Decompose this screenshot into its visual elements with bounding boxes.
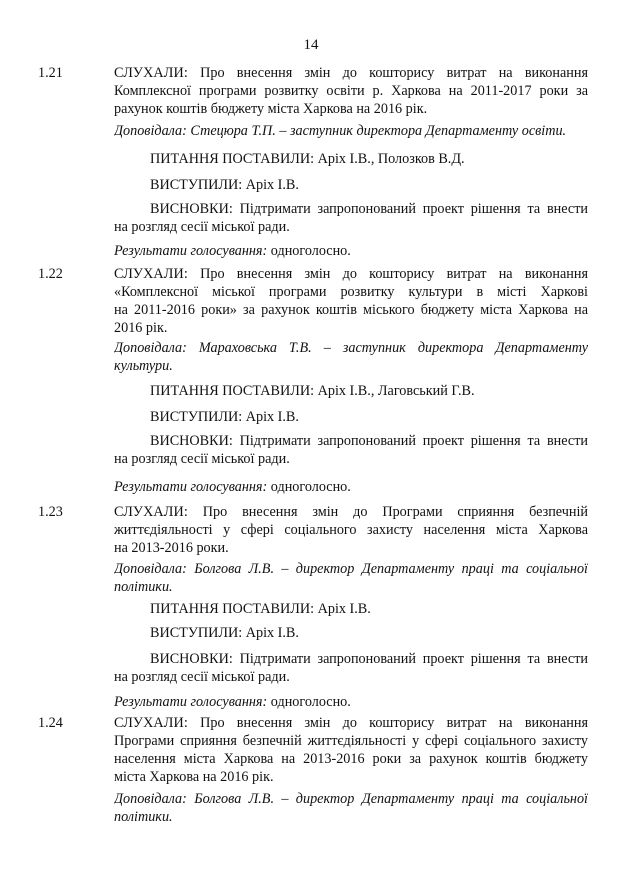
heard-text: Про внесення змін до Програми сприяння безпечній [202,504,588,520]
reporter-paragraph [114,122,588,140]
spoke-text: Аріх І.В. [245,625,299,641]
heard-line: Комплексної програми розвитку освіти р. Харкова на 2011-2017 роки за [114,83,588,99]
heard-line [114,64,588,82]
conclusions-text: Підтримати запропонований проект рішення та внести [239,201,588,217]
questions-label: ПИТАННЯ ПОСТАВИЛИ: [150,601,315,617]
conclusions-line [114,650,588,668]
heard-line: на 2011-2016 роки» за рахунок коштів міського бюджету міста Харкова на [114,302,588,318]
spoke-text: Аріх І.В. [245,409,299,425]
page-number: 14 [303,37,319,53]
heard-line [114,503,588,521]
spoke-paragraph [114,408,588,426]
reporter-line: культури. [114,358,173,374]
voting-text: одноголосно. [270,243,351,259]
item-number: 1.23 [38,504,63,520]
voting-paragraph [114,693,588,711]
heard-paragraph [114,265,588,337]
spoke-paragraph [114,624,588,642]
questions-label: ПИТАННЯ ПОСТАВИЛИ: [150,383,315,399]
reporter-line: Доповідала: Мараховська Т.В. – заступник директора Департаменту [114,340,588,356]
heard-text: Про внесення змін до кошторису витрат на виконання [200,65,588,81]
heard-label: СЛУХАЛИ: [114,715,188,731]
questions-paragraph [114,600,588,618]
heard-text: Про внесення змін до кошторису витрат на виконання [200,715,588,731]
reporter-line: Доповідала: Болгова Л.В. – директор Департаменту праці та соціальної [114,561,588,577]
heard-line: на 2013-2016 роки. [114,540,229,556]
voting-label: Результати голосування: [114,694,268,710]
reporter-paragraph [114,339,588,375]
heard-label: СЛУХАЛИ: [114,65,188,81]
heard-label: СЛУХАЛИ: [114,266,188,282]
reporter-line: Доповідала: Болгова Л.В. – директор Департаменту праці та соціальної [114,791,588,807]
questions-paragraph [114,150,588,168]
conclusions-paragraph [114,432,588,468]
heard-line: Програми сприяння безпечній життєдіяльності у сфері соціального захисту [114,733,588,749]
questions-text: Аріх І.В., Полозков В.Д. [317,151,465,167]
conclusions-line: на розгляд сесії міської ради. [114,451,290,467]
heard-paragraph [114,64,588,118]
heard-line: населення міста Харкова на 2013-2016 роки за рахунок коштів бюджету [114,751,588,767]
reporter-line: політики. [114,579,173,595]
heard-line: рахунок коштів бюджету міста Харкова на 2016 рік. [114,101,428,117]
heard-line: життєдіяльності у сфері соціального захисту населення міста Харкова [114,522,588,538]
spoke-label: ВИСТУПИЛИ: [150,625,243,641]
spoke-label: ВИСТУПИЛИ: [150,409,243,425]
reporter-line: Доповідала: Стецюра Т.П. – заступник директора Департаменту освіти. [114,123,567,139]
conclusions-text: Підтримати запропонований проект рішення та внести [239,651,588,667]
spoke-paragraph [114,176,588,194]
voting-label: Результати голосування: [114,243,268,259]
voting-text: одноголосно. [270,694,351,710]
heard-line: 2016 рік. [114,320,168,336]
heard-text: Про внесення змін до кошторису витрат на виконання [200,266,588,282]
heard-label: СЛУХАЛИ: [114,504,188,520]
reporter-paragraph [114,560,588,596]
conclusions-line [114,432,588,450]
conclusions-text: Підтримати запропонований проект рішення та внести [239,433,588,449]
voting-text: одноголосно. [270,479,351,495]
conclusions-line [114,200,588,218]
conclusions-label: ВИСНОВКИ: [150,651,233,667]
conclusions-paragraph [114,650,588,686]
voting-paragraph [114,242,588,260]
heard-paragraph [114,714,588,786]
heard-paragraph [114,503,588,557]
questions-paragraph [114,382,588,400]
reporter-line: політики. [114,809,173,825]
item-number: 1.22 [38,266,63,282]
conclusions-label: ВИСНОВКИ: [150,201,233,217]
conclusions-line: на розгляд сесії міської ради. [114,219,290,235]
reporter-paragraph [114,790,588,826]
voting-label: Результати голосування: [114,479,268,495]
heard-line [114,265,588,283]
spoke-text: Аріх І.В. [245,177,299,193]
voting-paragraph [114,478,588,496]
item-number: 1.24 [38,715,63,731]
questions-text: Аріх І.В., Лаговський Г.В. [317,383,475,399]
questions-label: ПИТАННЯ ПОСТАВИЛИ: [150,151,315,167]
conclusions-line: на розгляд сесії міської ради. [114,669,290,685]
conclusions-label: ВИСНОВКИ: [150,433,233,449]
questions-text: Аріх І.В. [317,601,371,617]
heard-line: міста Харкова на 2016 рік. [114,769,274,785]
heard-line: «Комплексної міської програми розвитку культури в місті Харкові [114,284,588,300]
spoke-label: ВИСТУПИЛИ: [150,177,243,193]
heard-line [114,714,588,732]
conclusions-paragraph [114,200,588,236]
item-number: 1.21 [38,65,63,81]
